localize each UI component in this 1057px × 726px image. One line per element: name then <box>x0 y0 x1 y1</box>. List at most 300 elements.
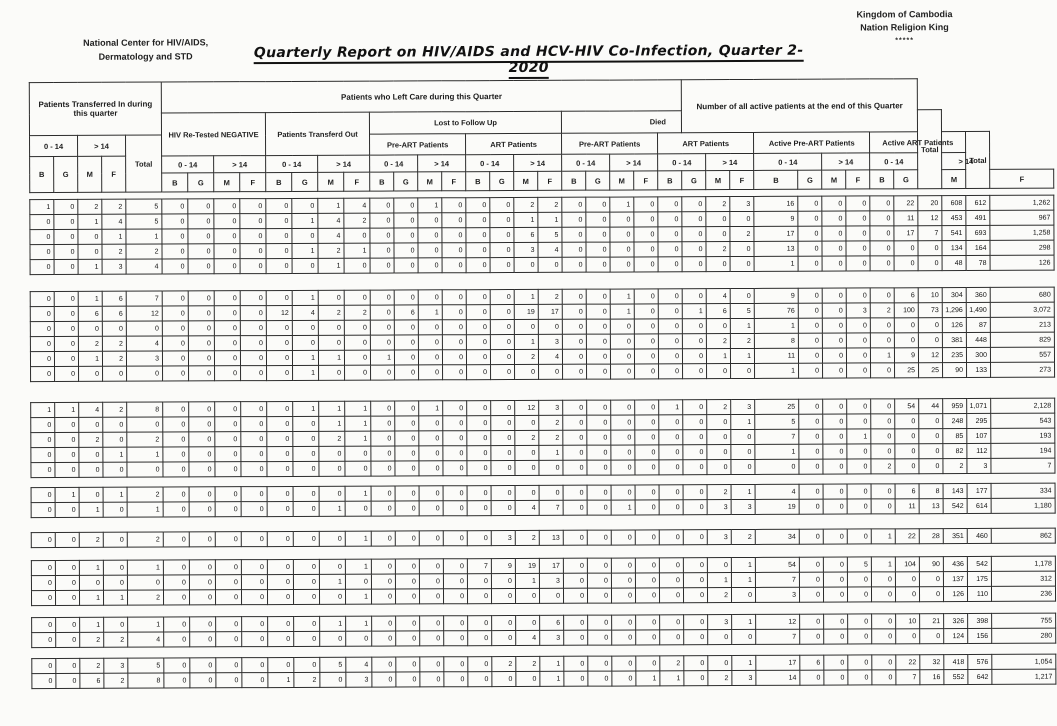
data-cell: 0 <box>564 630 588 645</box>
data-cell: 0 <box>586 319 610 334</box>
data-cell: 0 <box>344 290 370 305</box>
data-cell: 0 <box>467 416 491 431</box>
data-cell: 0 <box>190 673 216 688</box>
data-cell: 17 <box>538 304 562 319</box>
data-cell: 0 <box>30 244 54 259</box>
header-b: B <box>658 171 682 190</box>
data-cell: 0 <box>658 212 682 227</box>
data-cell: 0 <box>467 531 491 546</box>
header-pre_art: Pre-ART Patients <box>370 134 466 155</box>
header-m: M <box>214 173 240 192</box>
data-cell: 0 <box>919 429 943 444</box>
data-cell: 0 <box>870 333 894 348</box>
data-cell: 351 <box>943 529 967 544</box>
data-cell: 17 <box>754 226 798 241</box>
data-cell: 1 <box>127 447 163 462</box>
data-cell: 0 <box>31 590 55 605</box>
data-cell: 0 <box>467 461 491 476</box>
data-cell: 0 <box>634 349 658 364</box>
data-cell: 0 <box>267 501 293 516</box>
header-age1: 0 - 14 <box>870 153 918 170</box>
data-cell: 0 <box>467 501 491 516</box>
data-cell: 0 <box>442 320 466 335</box>
data-cell: 0 <box>612 630 636 645</box>
header-age1: 0 - 14 <box>754 153 822 170</box>
data-cell: 1 <box>636 671 660 686</box>
data-cell: 0 <box>103 432 127 447</box>
header-f: F <box>240 173 266 192</box>
data-cell: 0 <box>318 290 344 305</box>
data-cell: 0 <box>394 320 418 335</box>
data-cell: 0 <box>822 333 846 348</box>
data-cell: 3 <box>755 587 799 602</box>
data-cell: 0 <box>871 399 895 414</box>
data-cell: 1 <box>292 213 318 228</box>
data-cell: 7 <box>467 559 491 574</box>
data-cell: 0 <box>682 334 706 349</box>
data-cell: 0 <box>344 228 370 243</box>
data-cell: 0 <box>241 402 267 417</box>
data-cell: 0 <box>847 529 871 544</box>
data-cell: 0 <box>799 557 823 572</box>
data-cell: 193 <box>991 428 1055 443</box>
data-cell: 2 <box>730 226 754 241</box>
data-group-4 <box>31 483 1056 518</box>
data-cell: 0 <box>163 432 189 447</box>
data-cell: 16 <box>754 196 798 211</box>
data-cell: 0 <box>420 672 444 687</box>
data-cell: 2 <box>514 197 538 212</box>
data-cell: 0 <box>563 530 587 545</box>
data-cell: 0 <box>188 259 214 274</box>
data-cell: 0 <box>490 304 514 319</box>
data-cell: 0 <box>32 617 56 632</box>
data-cell: 0 <box>394 228 418 243</box>
data-cell: 0 <box>163 575 189 590</box>
data-cell: 0 <box>293 589 319 604</box>
data-cell: 0 <box>539 460 563 475</box>
data-cell: 0 <box>215 366 241 381</box>
data-cell: 1 <box>754 256 798 271</box>
data-cell: 0 <box>444 657 468 672</box>
data-cell: 1 <box>55 487 79 502</box>
data-cell: 0 <box>103 532 127 547</box>
data-cell: 0 <box>658 304 682 319</box>
header-age1: 0 - 14 <box>30 135 78 156</box>
data-cell: 0 <box>240 244 266 259</box>
data-cell: 9 <box>894 348 918 363</box>
data-cell: 0 <box>634 227 658 242</box>
data-cell: 4 <box>318 228 344 243</box>
data-cell: 0 <box>919 459 943 474</box>
data-cell: 0 <box>240 351 266 366</box>
data-cell: 48 <box>942 256 966 271</box>
data-cell: 0 <box>919 572 943 587</box>
data-cell: 248 <box>943 414 967 429</box>
data-cell: 0 <box>214 244 240 259</box>
data-cell: 0 <box>707 558 731 573</box>
data-cell: 0 <box>491 364 515 379</box>
data-cell: 295 <box>967 413 991 428</box>
data-cell: 1 <box>293 401 319 416</box>
table-row <box>31 498 1055 517</box>
data-cell: 0 <box>240 259 266 274</box>
data-cell: 100 <box>894 303 918 318</box>
data-cell: 17 <box>756 655 800 670</box>
data-cell: 5 <box>847 557 871 572</box>
data-cell: 4 <box>292 305 318 320</box>
data-cell: 1 <box>78 259 102 274</box>
data-cell: 4 <box>538 242 562 257</box>
data-cell: 0 <box>467 486 491 501</box>
data-cell: 1,296 <box>942 303 966 318</box>
data-cell: 0 <box>163 417 189 432</box>
data-cell: 0 <box>266 258 292 273</box>
data-cell: 0 <box>370 228 394 243</box>
data-cell: 0 <box>919 587 943 602</box>
data-cell: 0 <box>798 211 822 226</box>
data-cell: 0 <box>419 431 443 446</box>
data-cell: 1 <box>540 656 564 671</box>
data-cell: 0 <box>466 350 490 365</box>
data-cell: 0 <box>293 416 319 431</box>
data-cell: 0 <box>396 657 420 672</box>
data-cell: 0 <box>443 446 467 461</box>
data-cell: 14 <box>756 670 800 685</box>
data-cell: 0 <box>514 319 538 334</box>
data-cell: 0 <box>215 402 241 417</box>
data-cell: 0 <box>344 320 370 335</box>
data-cell: 0 <box>755 459 799 474</box>
header-f: F <box>846 170 870 189</box>
data-cell: 2 <box>344 213 370 228</box>
data-cell: 1 <box>292 290 318 305</box>
data-cell: 0 <box>491 573 515 588</box>
data-cell: 0 <box>491 400 515 415</box>
data-cell: 0 <box>635 445 659 460</box>
data-cell: 0 <box>320 631 346 646</box>
table-row <box>30 255 1054 274</box>
data-cell: 87 <box>966 317 990 332</box>
data-cell: 25 <box>755 399 799 414</box>
data-cell: 0 <box>266 335 292 350</box>
data-cell: 0 <box>822 196 846 211</box>
data-cell: 1 <box>345 531 371 546</box>
header-b: B <box>266 172 292 191</box>
data-cell: 164 <box>966 240 990 255</box>
data-cell: 0 <box>563 430 587 445</box>
data-cell: 1,490 <box>966 302 990 317</box>
header-transferd_out: Patients Transferd Out <box>265 112 369 155</box>
data-cell: 0 <box>346 631 372 646</box>
data-cell: 0 <box>895 459 919 474</box>
data-cell: 0 <box>55 462 79 477</box>
data-cell: 280 <box>992 628 1056 643</box>
header-pre_art: Pre-ART Patients <box>562 133 658 154</box>
header-g: G <box>188 173 214 192</box>
data-cell: 0 <box>215 462 241 477</box>
data-cell: 2 <box>707 588 731 603</box>
data-cell: 0 <box>682 212 706 227</box>
data-cell: 0 <box>846 333 870 348</box>
data-cell: 0 <box>31 366 55 381</box>
data-cell: 2 <box>102 244 126 259</box>
data-cell: 12 <box>918 211 942 226</box>
data-cell: 0 <box>467 401 491 416</box>
data-cell: 0 <box>871 484 895 499</box>
data-cell: 0 <box>188 199 214 214</box>
data-cell: 0 <box>564 615 588 630</box>
data-cell: 5 <box>538 227 562 242</box>
data-cell: 543 <box>991 413 1055 428</box>
data-cell: 0 <box>800 629 824 644</box>
header-m: M <box>610 171 634 190</box>
data-cell: 1 <box>344 243 370 258</box>
data-cell: 0 <box>162 259 188 274</box>
data-cell: 0 <box>418 290 442 305</box>
data-cell: 2 <box>80 632 104 647</box>
data-cell: 360 <box>966 287 990 302</box>
table-row <box>31 362 1055 381</box>
data-cell: 13 <box>754 241 798 256</box>
data-cell: 1 <box>538 212 562 227</box>
data-cell: 2 <box>660 656 684 671</box>
data-cell: 1 <box>78 291 102 306</box>
data-cell: 0 <box>395 401 419 416</box>
data-cell: 0 <box>216 658 242 673</box>
data-cell: 0 <box>371 589 395 604</box>
data-cell: 22 <box>896 655 920 670</box>
data-cell: 300 <box>966 347 990 362</box>
header-f: F <box>990 169 1054 188</box>
data-cell: 1 <box>345 416 371 431</box>
data-cell: 0 <box>164 617 190 632</box>
data-cell: 0 <box>799 587 823 602</box>
header-m: M <box>318 172 344 191</box>
data-cell: 34 <box>755 529 799 544</box>
data-cell: 418 <box>944 655 968 670</box>
data-cell: 862 <box>991 528 1055 543</box>
data-cell: 0 <box>189 462 215 477</box>
data-cell: 2 <box>104 673 128 688</box>
data-cell: 0 <box>162 291 188 306</box>
data-cell: 0 <box>54 199 78 214</box>
data-cell: 0 <box>215 560 241 575</box>
data-cell: 0 <box>466 290 490 305</box>
data-cell: 0 <box>79 417 103 432</box>
data-cell: 1 <box>370 350 394 365</box>
data-cell: 0 <box>491 445 515 460</box>
data-cell: 2 <box>103 402 127 417</box>
data-cell: 0 <box>372 672 396 687</box>
data-cell: 54 <box>755 557 799 572</box>
data-cell: 0 <box>800 670 824 685</box>
data-cell: 0 <box>54 291 78 306</box>
data-cell: 143 <box>943 484 967 499</box>
header-b: B <box>30 156 54 192</box>
data-cell: 0 <box>188 291 214 306</box>
data-cell: 0 <box>394 243 418 258</box>
data-cell: 0 <box>659 430 683 445</box>
data-cell: 2 <box>102 351 126 366</box>
data-cell: 0 <box>798 318 822 333</box>
motto-line: Nation Religion King <box>860 22 949 33</box>
organization-name <box>41 35 251 64</box>
data-cell: 0 <box>188 306 214 321</box>
data-cell: 0 <box>610 227 634 242</box>
data-cell: 2 <box>539 415 563 430</box>
data-cell: 0 <box>659 364 683 379</box>
data-cell: 0 <box>54 336 78 351</box>
data-cell: 0 <box>920 629 944 644</box>
header-b: B <box>870 170 894 189</box>
data-cell: 1 <box>102 229 126 244</box>
data-cell: 0 <box>847 499 871 514</box>
data-group-1 <box>29 195 1054 275</box>
data-cell: 0 <box>267 461 293 476</box>
data-cell: 0 <box>490 257 514 272</box>
data-cell: 0 <box>372 631 396 646</box>
data-cell: 0 <box>163 532 189 547</box>
data-cell: 0 <box>682 349 706 364</box>
data-cell: 2 <box>127 487 163 502</box>
data-cell: 0 <box>55 417 79 432</box>
data-cell: 4 <box>346 657 372 672</box>
data-cell: 2 <box>870 303 894 318</box>
data-cell: 0 <box>266 243 292 258</box>
data-cell: 0 <box>895 414 919 429</box>
data-cell: 0 <box>442 228 466 243</box>
data-cell: 1,217 <box>992 669 1056 684</box>
data-cell: 0 <box>215 502 241 517</box>
data-cell: 0 <box>214 321 240 336</box>
data-cell: 0 <box>822 256 846 271</box>
data-cell: 0 <box>127 366 163 381</box>
data-cell: 0 <box>586 257 610 272</box>
data-cell: 436 <box>943 557 967 572</box>
data-cell: 0 <box>371 559 395 574</box>
data-cell: 0 <box>442 305 466 320</box>
data-cell: 2 <box>514 349 538 364</box>
data-cell: 0 <box>823 484 847 499</box>
data-cell: 0 <box>294 631 320 646</box>
data-cell: 44 <box>919 399 943 414</box>
data-cell: 0 <box>394 350 418 365</box>
data-cell: 0 <box>799 399 823 414</box>
data-cell: 5 <box>126 214 162 229</box>
data-cell: 0 <box>587 530 611 545</box>
header-col_active: Number of all active patients at the end of this Quarter <box>682 79 918 133</box>
data-cell: 0 <box>103 502 127 517</box>
data-cell: 1 <box>78 351 102 366</box>
data-cell: 0 <box>822 211 846 226</box>
data-cell: 0 <box>319 461 345 476</box>
data-cell: 0 <box>562 289 586 304</box>
data-cell: 0 <box>215 447 241 462</box>
data-cell: 78 <box>966 255 990 270</box>
data-cell: 0 <box>54 229 78 244</box>
data-cell: 0 <box>103 462 127 477</box>
data-cell: 1 <box>707 573 731 588</box>
data-cell: 0 <box>823 363 847 378</box>
data-cell: 0 <box>214 214 240 229</box>
header-age2: > 14 <box>514 154 562 171</box>
data-cell: 0 <box>30 321 54 336</box>
data-cell: 0 <box>799 529 823 544</box>
data-cell: 0 <box>658 227 682 242</box>
data-cell: 4 <box>318 213 344 228</box>
data-cell: 0 <box>215 432 241 447</box>
data-cell: 0 <box>55 575 79 590</box>
data-cell: 1 <box>514 212 538 227</box>
data-cell: 0 <box>188 244 214 259</box>
data-cell: 0 <box>586 227 610 242</box>
data-cell: 1 <box>682 304 706 319</box>
data-cell: 1 <box>318 198 344 213</box>
data-cell: 12 <box>756 614 800 629</box>
data-cell: 0 <box>189 432 215 447</box>
data-cell: 0 <box>490 212 514 227</box>
data-cell: 3 <box>126 351 162 366</box>
data-cell: 829 <box>990 332 1054 347</box>
data-cell: 0 <box>372 616 396 631</box>
data-cell: 5 <box>320 657 346 672</box>
data-cell: 0 <box>683 445 707 460</box>
data-cell: 0 <box>103 366 127 381</box>
data-cell: 0 <box>659 530 683 545</box>
data-cell: 3 <box>708 615 732 630</box>
data-cell: 2 <box>943 459 967 474</box>
data-cell: 0 <box>659 485 683 500</box>
data-cell: 1 <box>79 560 103 575</box>
data-cell: 0 <box>870 196 894 211</box>
data-cell: 0 <box>683 364 707 379</box>
data-cell: 0 <box>824 670 848 685</box>
data-cell: 0 <box>443 416 467 431</box>
data-cell: 608 <box>942 196 966 211</box>
data-cell: 0 <box>55 532 79 547</box>
header-art: ART Patients <box>466 133 562 154</box>
data-cell: 0 <box>396 631 420 646</box>
data-cell: 0 <box>683 400 707 415</box>
data-cell: 0 <box>345 574 371 589</box>
data-cell: 0 <box>163 462 189 477</box>
data-cell: 0 <box>443 401 467 416</box>
data-cell: 1 <box>319 501 345 516</box>
data-cell: 0 <box>707 445 731 460</box>
data-cell: 0 <box>707 415 731 430</box>
data-cell: 0 <box>468 616 492 631</box>
data-cell: 0 <box>871 587 895 602</box>
data-cell: 1 <box>319 416 345 431</box>
data-cell: 0 <box>266 228 292 243</box>
data-cell: 0 <box>396 672 420 687</box>
data-cell: 0 <box>587 588 611 603</box>
data-cell: 0 <box>730 256 754 271</box>
data-cell: 0 <box>214 306 240 321</box>
data-cell: 0 <box>79 366 103 381</box>
data-cell: 0 <box>634 242 658 257</box>
data-cell: 0 <box>443 574 467 589</box>
data-cell: 0 <box>163 560 189 575</box>
header-age1: 0 - 14 <box>162 156 214 173</box>
data-cell: 0 <box>240 229 266 244</box>
data-cell: 0 <box>587 558 611 573</box>
data-cell: 0 <box>30 214 54 229</box>
data-cell: 0 <box>394 290 418 305</box>
data-cell: 0 <box>267 446 293 461</box>
data-cell: 0 <box>658 334 682 349</box>
